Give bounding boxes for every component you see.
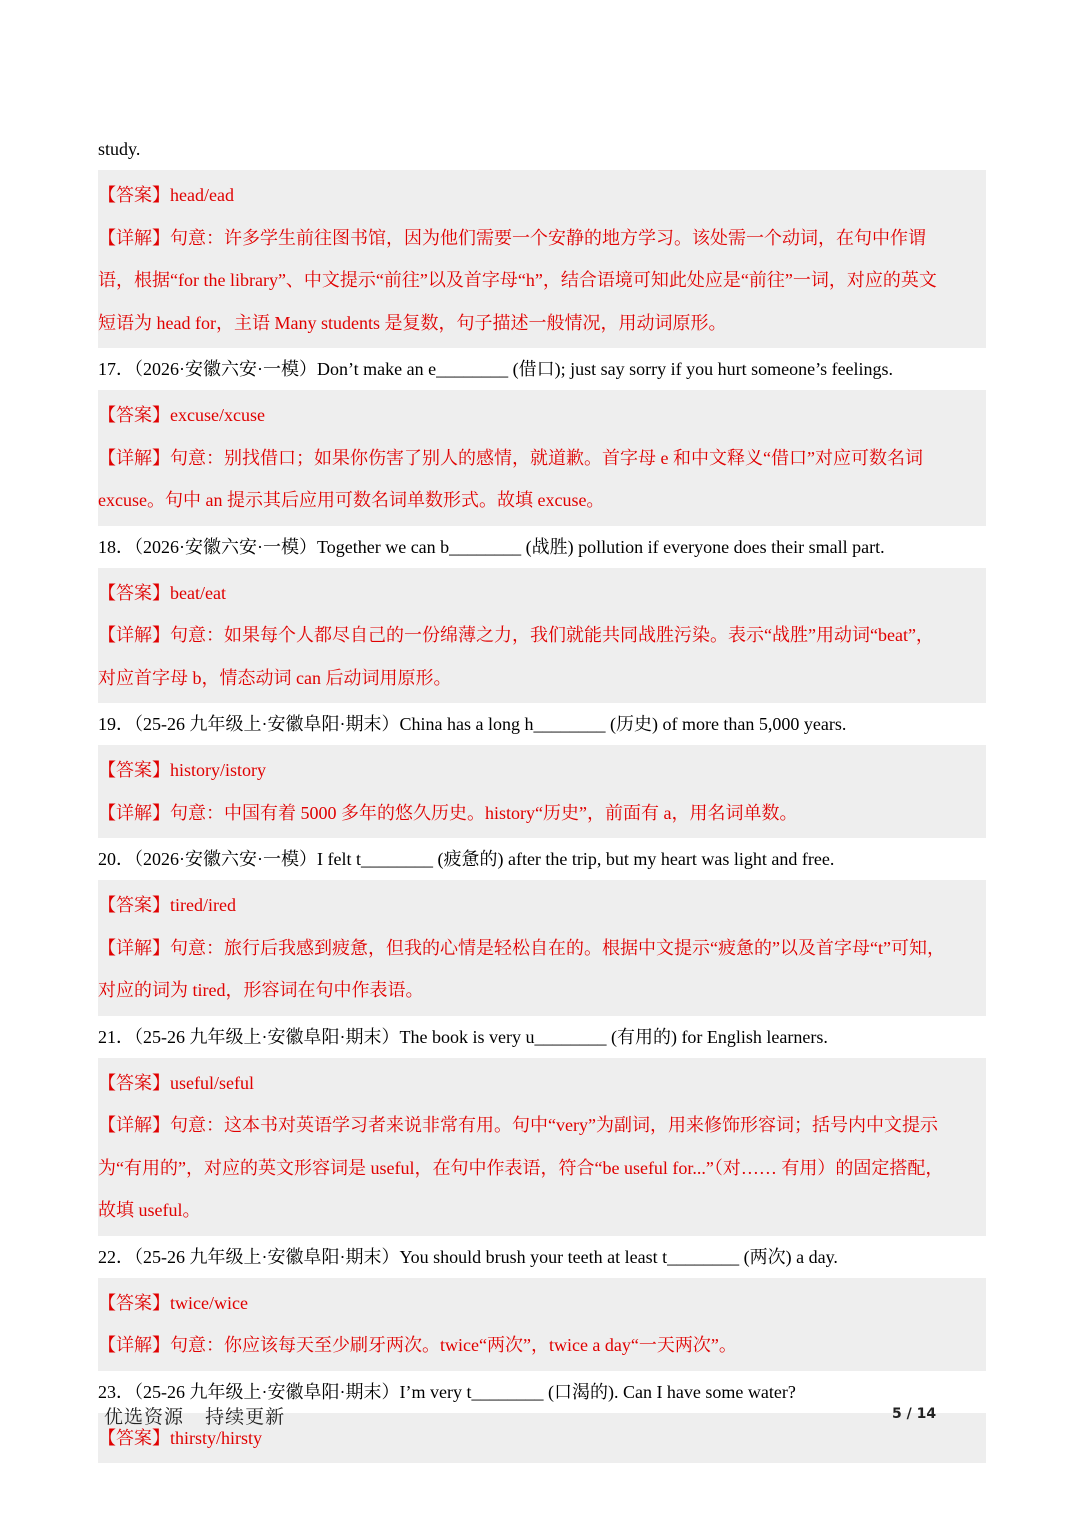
explanation-line: 【详解】句意：这本书对英语学习者来说非常有用。句中“very”为副词，用来修饰形容词；括号内中文提示 bbox=[98, 1115, 938, 1135]
explanation-line: 【详解】句意：你应该每天至少刷牙两次。twice“两次”，twice a day“一天两次”。 bbox=[98, 1335, 737, 1355]
answer-block-16 bbox=[98, 170, 986, 348]
answer-line: 【答案】excuse/xcuse bbox=[98, 405, 265, 425]
explanation-line: 【详解】句意：旅行后我感到疲惫，但我的心情是轻松自在的。根据中文提示“疲惫的”以及首字母“t”可知， bbox=[98, 937, 945, 958]
answer-line: 【答案】thirsty/hirsty bbox=[98, 1427, 263, 1448]
answer-line: 【答案】beat/eat bbox=[98, 582, 226, 603]
explanation-line: 语，根据“for the library”、中文提示“前往”以及首字母“h”，结合语境可知此处应是“前往”一词，对应的英文 bbox=[98, 270, 937, 290]
answer-block-18 bbox=[98, 568, 986, 704]
explanation-line: 【详解】句意：如果每个人都尽自己的一份绵薄之力，我们就能共同战胜污染。表示“战胜”用动词“beat”， bbox=[98, 625, 934, 645]
answer-block-17 bbox=[98, 390, 986, 526]
question-23: 23．（25-26 九年级上·安徽阜阳·期末）I’m very t________ (口渴的). Can I have some water? bbox=[98, 1381, 796, 1402]
explanation-line: 对应的词为 tired，形容词在句中作表语。 bbox=[98, 980, 424, 1000]
answer-block-20 bbox=[98, 880, 986, 1016]
answer-line: 【答案】history/istory bbox=[98, 760, 267, 780]
explanation-line: excuse。句中 an 提示其后应用可数名词单数形式。故填 excuse。 bbox=[98, 490, 605, 510]
answer-line: 【答案】twice/wice bbox=[98, 1292, 248, 1313]
answer-block-21 bbox=[98, 1058, 986, 1236]
explanation-line: 对应首字母 b，情态动词 can 后动词用原形。 bbox=[98, 667, 452, 688]
footer-slogan: 优选资源 持续更新 bbox=[104, 1406, 286, 1428]
explanation-line: 【详解】句意：中国有着 5000 多年的悠久历史。history“历史”，前面有 a，用名词单数。 bbox=[98, 802, 798, 823]
question-19: 19．（25-26 九年级上·安徽阜阳·期末）China has a long h________ (历史) of more than 5,000 years. bbox=[98, 714, 847, 734]
answer-line: 【答案】tired/ired bbox=[98, 895, 236, 915]
question-22: 22．（25-26 九年级上·安徽阜阳·期末）You should brush your teeth at least t________ (两次) a day. bbox=[98, 1246, 838, 1267]
question-21: 21．（25-26 九年级上·安徽阜阳·期末）The book is very u________ (有用的) for English learners. bbox=[98, 1026, 828, 1047]
page-number: 5 / 14 bbox=[892, 1406, 937, 1422]
answer-line: 【答案】head/ead bbox=[98, 185, 234, 205]
question-18: 18．（2026·安徽六安·一模）Together we can b________ (战胜) pollution if everyone does their small part. bbox=[98, 536, 885, 557]
question-17: 17．（2026·安徽六安·一模）Don’t make an e________ (借口); just say sorry if you hurt someone’s feelings. bbox=[98, 359, 894, 379]
explanation-line: 为“有用的”，对应的英文形容词是 useful，在句中作表语，符合“be useful for...”（对…… 有用）的固定搭配， bbox=[98, 1157, 944, 1178]
answer-block-22 bbox=[98, 1278, 986, 1371]
answer-line: 【答案】useful/seful bbox=[98, 1072, 254, 1093]
lead-text: study. bbox=[98, 139, 141, 159]
explanation-line: 故填 useful。 bbox=[98, 1200, 201, 1220]
explanation-line: 短语为 head for，主语 Many students 是复数，句子描述一般情况，用动词原形。 bbox=[98, 312, 727, 333]
document-body bbox=[98, 134, 986, 1463]
explanation-line: 【详解】句意：许多学生前往图书馆，因为他们需要一个安静的地方学习。该处需一个动词，在句中作谓 bbox=[98, 227, 926, 248]
answer-block-19 bbox=[98, 745, 986, 838]
explanation-line: 【详解】句意：别找借口；如果你伤害了别人的感情，就道歉。首字母 e 和中文释义“借口”对应可数名词 bbox=[98, 447, 923, 468]
question-20: 20．（2026·安徽六安·一模）I felt t________ (疲惫的) after the trip, but my heart was light and free. bbox=[98, 849, 835, 869]
